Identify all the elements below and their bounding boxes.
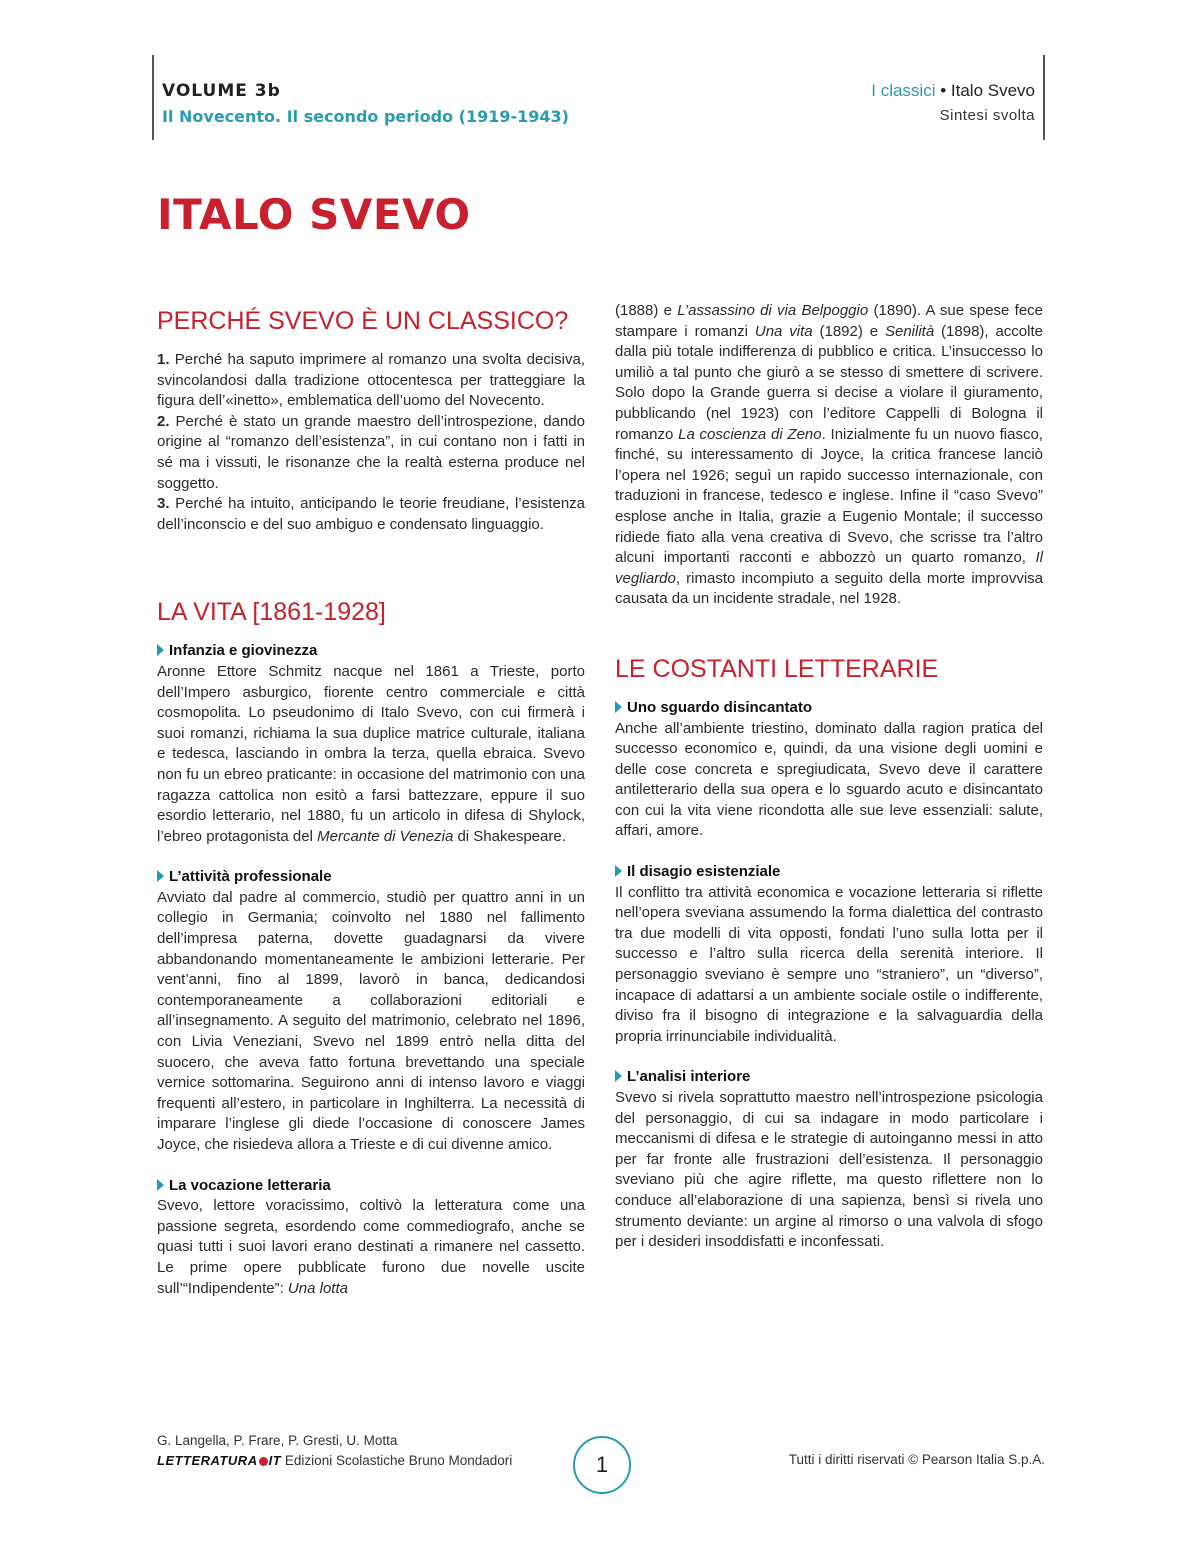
subheading-text: Infanzia e giovinezza <box>169 642 318 660</box>
text-span: (1898), accolte dalla più totale indifferenza di pubblico e critica. L’insuccesso lo umiliò a tal punto che giurò a se stesso di smettere di scrivere. Solo dopo la Grande guerra si decise a violare il giuramento, pubblicando (nel 1923) con l’editore Cappelli di Bologna il romanzo <box>615 322 1043 443</box>
series-label <box>871 81 1035 101</box>
header-right <box>871 55 1045 140</box>
paragraph-vocazione-cont <box>615 301 1043 610</box>
section-heading-vita: LA VITA [1861-1928] <box>157 598 386 627</box>
section-heading-costanti: LE COSTANTI LETTERARIE <box>615 654 939 683</box>
text-span: . Inizialmente fu un nuovo fiasco, finché, su interessamento di Joyce, la critica francese lanciò l’opera nel 1926; seguì un rapido successo internazionale, con traduzioni in francese, tedesco e inglese. Infine il “caso Svevo” esplose anche in Italia, grazie a Eugenio Montale; il successo ridiede fiato alla vena creativa di Svevo, che scrisse tra l’altro alcuni importanti racconti e abbozzò un quarto romanzo, <box>615 425 1043 567</box>
text-span: di Shakespeare. <box>453 827 566 845</box>
subheading-vocazione <box>157 1176 585 1197</box>
reason-item <box>157 412 585 494</box>
text-span: , rimasto incompiuto a seguito della morte improvvisa causata da un incidente stradale, nel 1928. <box>615 569 1043 608</box>
triangle-bullet-icon <box>157 1179 164 1191</box>
paragraph-disagio: Il conflitto tra attività economica e vocazione letteraria si riflette nell’opera sveviana assumendo la forma dialettica del contrasto tra due modelli di vita opposti, fondati l’uno sulla lotta per il successo e l’altro sulla ricerca della serenità interiore. Il personaggio sveviano è sempre uno “straniero”, un “diverso”, incapace di adattarsi a un ambiente sociale ostile o indifferente, diviso fra il bisogno di integrazione e la salvaguardia della propria irrinunciabile individualità. <box>615 883 1043 1045</box>
volume-label: VOLUME 3b <box>162 81 281 101</box>
logo-dot-icon <box>259 1457 268 1466</box>
subheading-analisi <box>615 1067 1043 1088</box>
paragraph-analisi: Svevo si rivela soprattutto maestro nell’introspezione psicologia del personaggio, di cui sa indagare in modo particolare i meccanismi di difesa e le strategie di autoinganno messi in atto per far fronte alle frustrazioni dell’esistenza. Il personaggio sveviano più che agire riflette, ma questo riflettere non lo conduce all’elaborazione di una sapienza, bensì si rivela uno strumento deviante: un argine al rimorso o una valvola di sfogo per i desideri insoddisfatti e inconfessati. <box>615 1089 1043 1251</box>
author-label: Italo Svevo <box>950 81 1035 100</box>
subheading-text: L’attività professionale <box>169 868 332 886</box>
italic-title: Mercante di Venezia <box>317 827 454 845</box>
italic-title: Una vita <box>754 322 813 340</box>
separator: • <box>935 81 951 100</box>
triangle-bullet-icon <box>615 1070 622 1082</box>
italic-title: La coscienza di Zeno <box>678 425 822 443</box>
period-label: Il Novecento. Il secondo periodo (1919-1943) <box>162 107 569 126</box>
footer-rights: Tutti i diritti riservati © Pearson Italia S.p.A. <box>788 1452 1045 1467</box>
reason-number: 1. <box>157 351 170 368</box>
logo-text: LETTERATURA <box>157 1453 258 1468</box>
triangle-bullet-icon <box>615 865 622 877</box>
subheading-text: L’analisi interiore <box>627 1068 751 1086</box>
footer-authors: G. Langella, P. Frare, P. Gresti, U. Motta <box>157 1433 398 1448</box>
classici-label: I classici <box>871 81 936 100</box>
reason-item <box>157 494 585 535</box>
left-column <box>157 306 585 1299</box>
subheading-disagio <box>615 862 1043 883</box>
paragraph-attivita: Avviato dal padre al commercio, studiò per quattro anni in un collegio in Germania; coinvolto nel 1880 nel fallimento dell’impresa paterna, dovette guadagnarsi da vivere abbandonando momentaneamente le ambizioni letterarie. Per vent’anni, fino al 1899, lavorò in banca, dedicandosi contemporaneamente a collaborazioni editoriali e all’insegnamento. A seguito del matrimonio, celebrato nel 1896, con Livia Veneziani, Svevo nel 1899 entrò nella ditta del suocero, che aveva fatto fortuna brevettando una speciale vernice sottomarina. Seguirono anni di intenso lavoro e viaggi frequenti all’estero, in particolare in Inghilterra. La necessità di imparare l’inglese gli diede l’occasione di conoscere James Joyce, che risiedeva allora a Trieste e di cui divenne amico. <box>157 888 585 1153</box>
subheading-text: Uno sguardo disincantato <box>627 698 813 716</box>
text-span: (1892) e <box>812 322 885 340</box>
reason-number: 2. <box>157 412 170 430</box>
italic-title: L’assassino di via Belpoggio <box>677 302 869 319</box>
triangle-bullet-icon <box>157 870 164 882</box>
text-span: (1890). A sue spese fece stampare i romanzi <box>615 302 1044 340</box>
subheading-text: La vocazione letteraria <box>169 1176 331 1194</box>
letteratura-logo <box>157 1453 281 1468</box>
triangle-bullet-icon <box>157 644 164 656</box>
reason-item <box>157 350 585 412</box>
header-left <box>152 55 569 140</box>
subheading-infanzia <box>157 641 585 662</box>
reason-text: Perché ha saputo imprimere al romanzo una svolta decisiva, svincolandosi dalla tradizione ottocentesca per tratteggiare la figura dell’«inetto», emblematica dell’uomo del Novecento. <box>157 351 585 410</box>
paragraph-infanzia <box>157 662 585 847</box>
footer-left <box>157 1431 512 1471</box>
subheading-attivita <box>157 867 585 888</box>
paragraph-sguardo: Anche all’ambiente triestino, dominato dalla ragion pratica del successo economico e, quindi, da una visione degli uomini e delle cose concreta e spregiudicata, Svevo deve il carattere antiletterario della sua opera e lo sguardo acuto e disincantato con cui la vita viene ricondotta alle sue leve essenziali: salute, affari, amore. <box>615 719 1043 840</box>
footer-publisher: Edizioni Scolastiche Bruno Mondadori <box>284 1453 513 1468</box>
text-span: Svevo, lettore voracissimo, coltivò la letteratura come una passione segreta, esordendo come commediografo, anche se quasi tutti i suoi lavori erano destinati a rimanere nel cassetto. Le prime opere pubblicate furono due novelle uscite sull’“Indipendente”: <box>157 1197 585 1297</box>
paragraph-vocazione-start <box>157 1196 585 1299</box>
italic-title: Senilità <box>884 322 935 340</box>
italic-title: Una lotta <box>287 1279 348 1297</box>
section-heading-perche: PERCHÉ SVEVO È UN CLASSICO? <box>157 307 569 335</box>
logo-text: IT <box>268 1453 282 1468</box>
reason-number: 3. <box>157 495 170 513</box>
reason-text: Perché è stato un grande maestro dell’introspezione, dando origine al “romanzo dell’esistenza”, in cui contano non i fatti in sé ma i vissuti, le risonanze che la realtà esterna produce nel soggetto. <box>157 412 585 492</box>
subheading-text: Il disagio esistenziale <box>627 863 781 881</box>
subheading-sguardo <box>615 698 1043 719</box>
reason-text: Perché ha intuito, anticipando le teorie freudiane, l’esistenza dell’inconscio e del suo ambiguo e condensato linguaggio. <box>157 495 585 533</box>
text-span: (1888) e <box>615 302 678 319</box>
footer-publisher-line <box>157 1451 512 1471</box>
sintesi-label: Sintesi svolta <box>939 107 1035 124</box>
triangle-bullet-icon <box>615 701 622 713</box>
right-column <box>615 301 1043 1253</box>
italic-title: Il vegliardo <box>615 549 1043 587</box>
page-title: ITALO SVEVO <box>157 190 471 239</box>
page-number: 1 <box>573 1436 631 1494</box>
text-span: Aronne Ettore Schmitz nacque nel 1861 a Trieste, porto dell’Impero asburgico, fiorente centro commerciale e città cosmopolita. Lo pseudonimo di Italo Svevo, con cui firmerà i suoi romanzi, richiama la sua duplice matrice culturale, italiana e tedesca, lasciando in ombra la terza, quella ebraica. Svevo non fu un ebreo praticante: in occasione del matrimonio con una ragazza cattolica non esitò a farsi battezzare, eppure il suo esordio letterario, nel 1880, fu un articolo in difesa di Shylock, l’ebreo protagonista del <box>157 662 585 845</box>
